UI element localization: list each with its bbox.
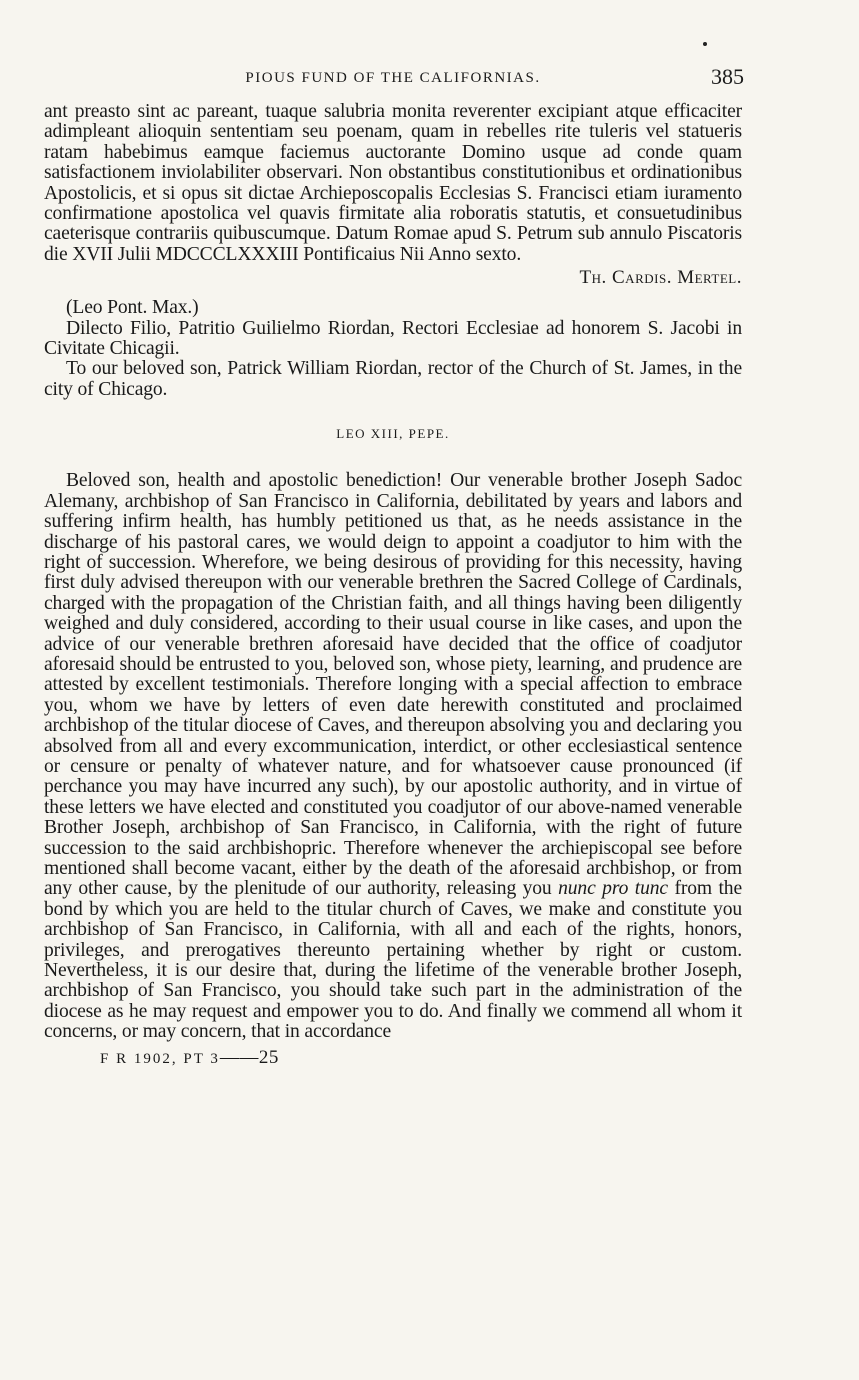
latin-address: Dilecto Filio, Patritio Guilielmo Riordan, Rectori Ecclesiae ad honorem S. Jacobi in Civitate Chicagii. xyxy=(44,317,742,360)
body-text-part-2: from the bond by which you are held to the titular church of Caves, we make and constitute you archbishop of San Francisco, in California, with all and each of the rights, honors, privileges, and prerogatives thereunto pertaining whether by right or custom. Nevertheless, it is our desire that, during the lifetime of the venerable brother Joseph, archbishop of San Francisco, you should take such part in the administration of the diocese as he may request and empower you to do. And finally we commend all whom it concerns, or may concern, that in accordance xyxy=(44,878,742,1043)
body-italic-phrase: nunc pro tunc xyxy=(558,878,668,900)
printer-mark xyxy=(703,42,707,46)
cardinal-signature: Th. Cardis. Mertel. xyxy=(579,267,742,289)
section-heading: LEO XIII, PEPE. xyxy=(336,426,450,442)
page-footer: F R 1902, PT 3——25 xyxy=(100,1046,279,1068)
document-page xyxy=(44,62,742,1069)
signature-mark: F R 1902, PT 3 xyxy=(100,1050,220,1067)
latin-paragraph: ant preasto sint ac pareant, tuaque salubria monita reverenter excipiant atque efficaciter adimpleant alioquin sententiam seu poenam, quam in rebelles rite tuleris vel statueris ratam habebimus eamque faciemus auctorante Domino usque ad conde quam satisfactionem inviolabiliter observari. Non obstantibus constitutionibus et ordinationibus Apostolicis, et si opus sit dictae Archieposcopalis Ecclesias S. Francisci etiam iuramento confirmatione apostolica vel quavis firmitate alia roboratis statutis, et consuetudinibus caeterisque contrariis quibuscumque. Datum Romae apud S. Petrum sub annulo Piscatoris die XVII Julii MDCCCLXXXIII Pontificaius Nii Anno sexto. xyxy=(44,101,742,265)
body-text-part-1: Beloved son, health and apostolic benediction! Our venerable brother Joseph Sadoc Alemany, archbishop of San Francisco in California, debilitated by years and labors and suffering infirm health, has humbly petitioned us that, as he needs assistance in the discharge of his pastoral cares, we would deign to appoint a coadjutor to him with the right of succession. Wherefore, we being desirous of providing for this necessity, having first duly advised thereupon with our venerable brethren the Sacred College of Cardinals, charged with the propagation of the Christian faith, and all things having been diligently weighed and duly considered, according to their usual course in like cases, and upon the advice of our venerable brethren aforesaid have decided that the office of coadjutor aforesaid should be entrusted to you, beloved son, whose piety, learning, and prudence are attested by excellent testimonials. Therefore longing with a special affection to embrace you, whom we have by letters of even date herewith constituted and proclaimed archbishop of the titular diocese of Caves, and thereupon absolving you and declaring you absolved from all and every excommunication, interdict, or other ecclesiastical sentence or censure or penalty of whatever nature, and for whatsoever cause pronounced (if perchance you may have incurred any such), by our apostolic authority, and in virtue of these letters we have elected and constituted you coadjutor of our above-named venerable Brother Joseph, archbishop of San Francisco, in California, with the right of future succession to the said archbishopric. Therefore whenever the archiepiscopal see before mentioned shall become vacant, either by the death of the aforesaid archbishop, or from any other cause, by the plenitude of our authority, releasing you xyxy=(44,470,742,900)
page-header xyxy=(44,62,742,102)
english-address: To our beloved son, Patrick William Riordan, rector of the Church of St. James, in the city of Chicago. xyxy=(44,358,742,400)
running-head: PIOUS FUND OF THE CALIFORNIAS. xyxy=(245,70,541,86)
body-paragraph xyxy=(44,471,742,1042)
page-number: 385 xyxy=(711,64,744,89)
leo-line: (Leo Pont. Max.) xyxy=(66,297,199,319)
signature-number: 25 xyxy=(258,1046,279,1068)
